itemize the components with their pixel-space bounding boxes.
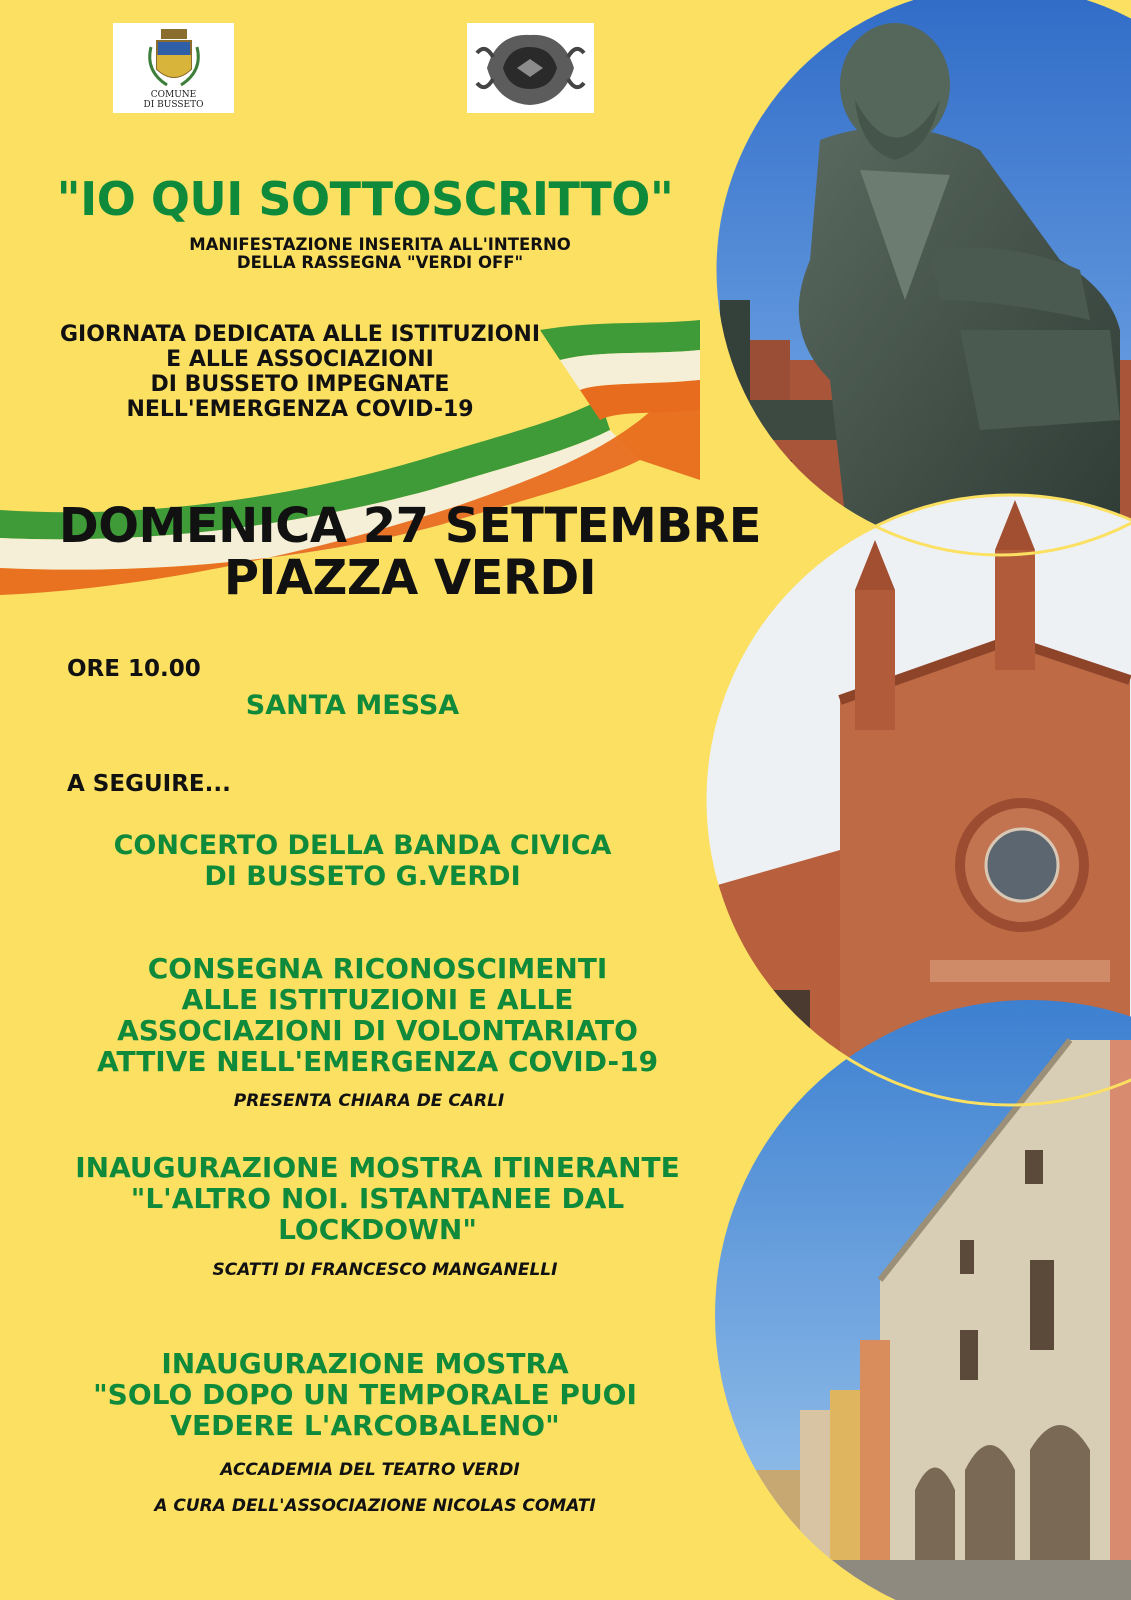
coat-of-arms-icon (113, 23, 234, 93)
subtitle-line: DELLA RASSEGNA "VERDI OFF" (236, 253, 524, 272)
awards-line: ALLE ISTITUZIONI E ALLE (181, 983, 574, 1016)
subtitle-line: MANIFESTAZIONE INSERITA ALL'INTERNO (189, 235, 571, 254)
event-place: PIAZZA VERDI (223, 550, 597, 606)
concert-line: DI BUSSETO G.VERDI (204, 861, 521, 892)
exhibition2-line: INAUGURAZIONE MOSTRA (161, 1347, 569, 1380)
ornate-crest-icon (467, 23, 594, 113)
schedule-time: ORE 10.00 (67, 656, 201, 682)
awards-line: CONSEGNA RICONOSCIMENTI (147, 952, 608, 985)
awards-line: ATTIVE NELL'EMERGENZA COVID-19 (96, 1045, 659, 1078)
schedule-exhibition-2 (0, 1348, 730, 1441)
schedule-mass: SANTA MESSA (245, 690, 460, 721)
schedule-presenter: PRESENTA CHIARA DE CARLI (233, 1091, 505, 1111)
exhibition2-line: VEDERE L'ARCOBALENO" (170, 1409, 560, 1442)
schedule-awards (0, 953, 755, 1077)
dedication-text (0, 322, 600, 422)
exhibition2-line: "SOLO DOPO UN TEMPORALE PUOI (93, 1378, 637, 1411)
schedule-academy: ACCADEMIA DEL TEATRO VERDI (220, 1460, 520, 1480)
dedication-line: GIORNATA DEDICATA ALLE ISTITUZIONI (59, 322, 541, 347)
comune-caption-line1: COMUNE (150, 90, 197, 100)
event-subtitle (60, 236, 700, 272)
event-title: "IO QUI SOTTOSCRITTO" (56, 172, 674, 226)
concert-line: CONCERTO DELLA BANDA CIVICA (113, 830, 612, 861)
schedule-concert (0, 830, 725, 892)
arcaded-street-photo (700, 990, 1131, 1600)
event-date: DOMENICA 27 SETTEMBRE (58, 498, 762, 554)
comune-caption-line2: DI BUSSETO (143, 100, 204, 110)
awards-line: ASSOCIAZIONI DI VOLONTARIATO (117, 1014, 638, 1047)
schedule-curated-by: A CURA DELL'ASSOCIAZIONE NICOLAS COMATI (154, 1496, 596, 1516)
schedule-exhibition-1 (0, 1152, 755, 1245)
schedule-following: A SEGUIRE... (67, 771, 231, 797)
schedule-photos-by: SCATTI DI FRANCESCO MANGANELLI (212, 1260, 558, 1280)
exhibition1-line: "L'ALTRO NOI. ISTANTANEE DAL (130, 1182, 625, 1215)
exhibition1-line: LOCKDOWN" (278, 1213, 477, 1246)
ornate-crest-logo (467, 23, 594, 113)
verdi-statue-photo (700, 0, 1131, 580)
comune-logo (113, 23, 234, 113)
exhibition1-line: INAUGURAZIONE MOSTRA ITINERANTE (75, 1151, 680, 1184)
event-date-place (0, 500, 820, 604)
dedication-line: NELL'EMERGENZA COVID-19 (126, 397, 474, 422)
dedication-line: E ALLE ASSOCIAZIONI (166, 347, 434, 372)
dedication-line: DI BUSSETO IMPEGNATE (150, 372, 450, 397)
